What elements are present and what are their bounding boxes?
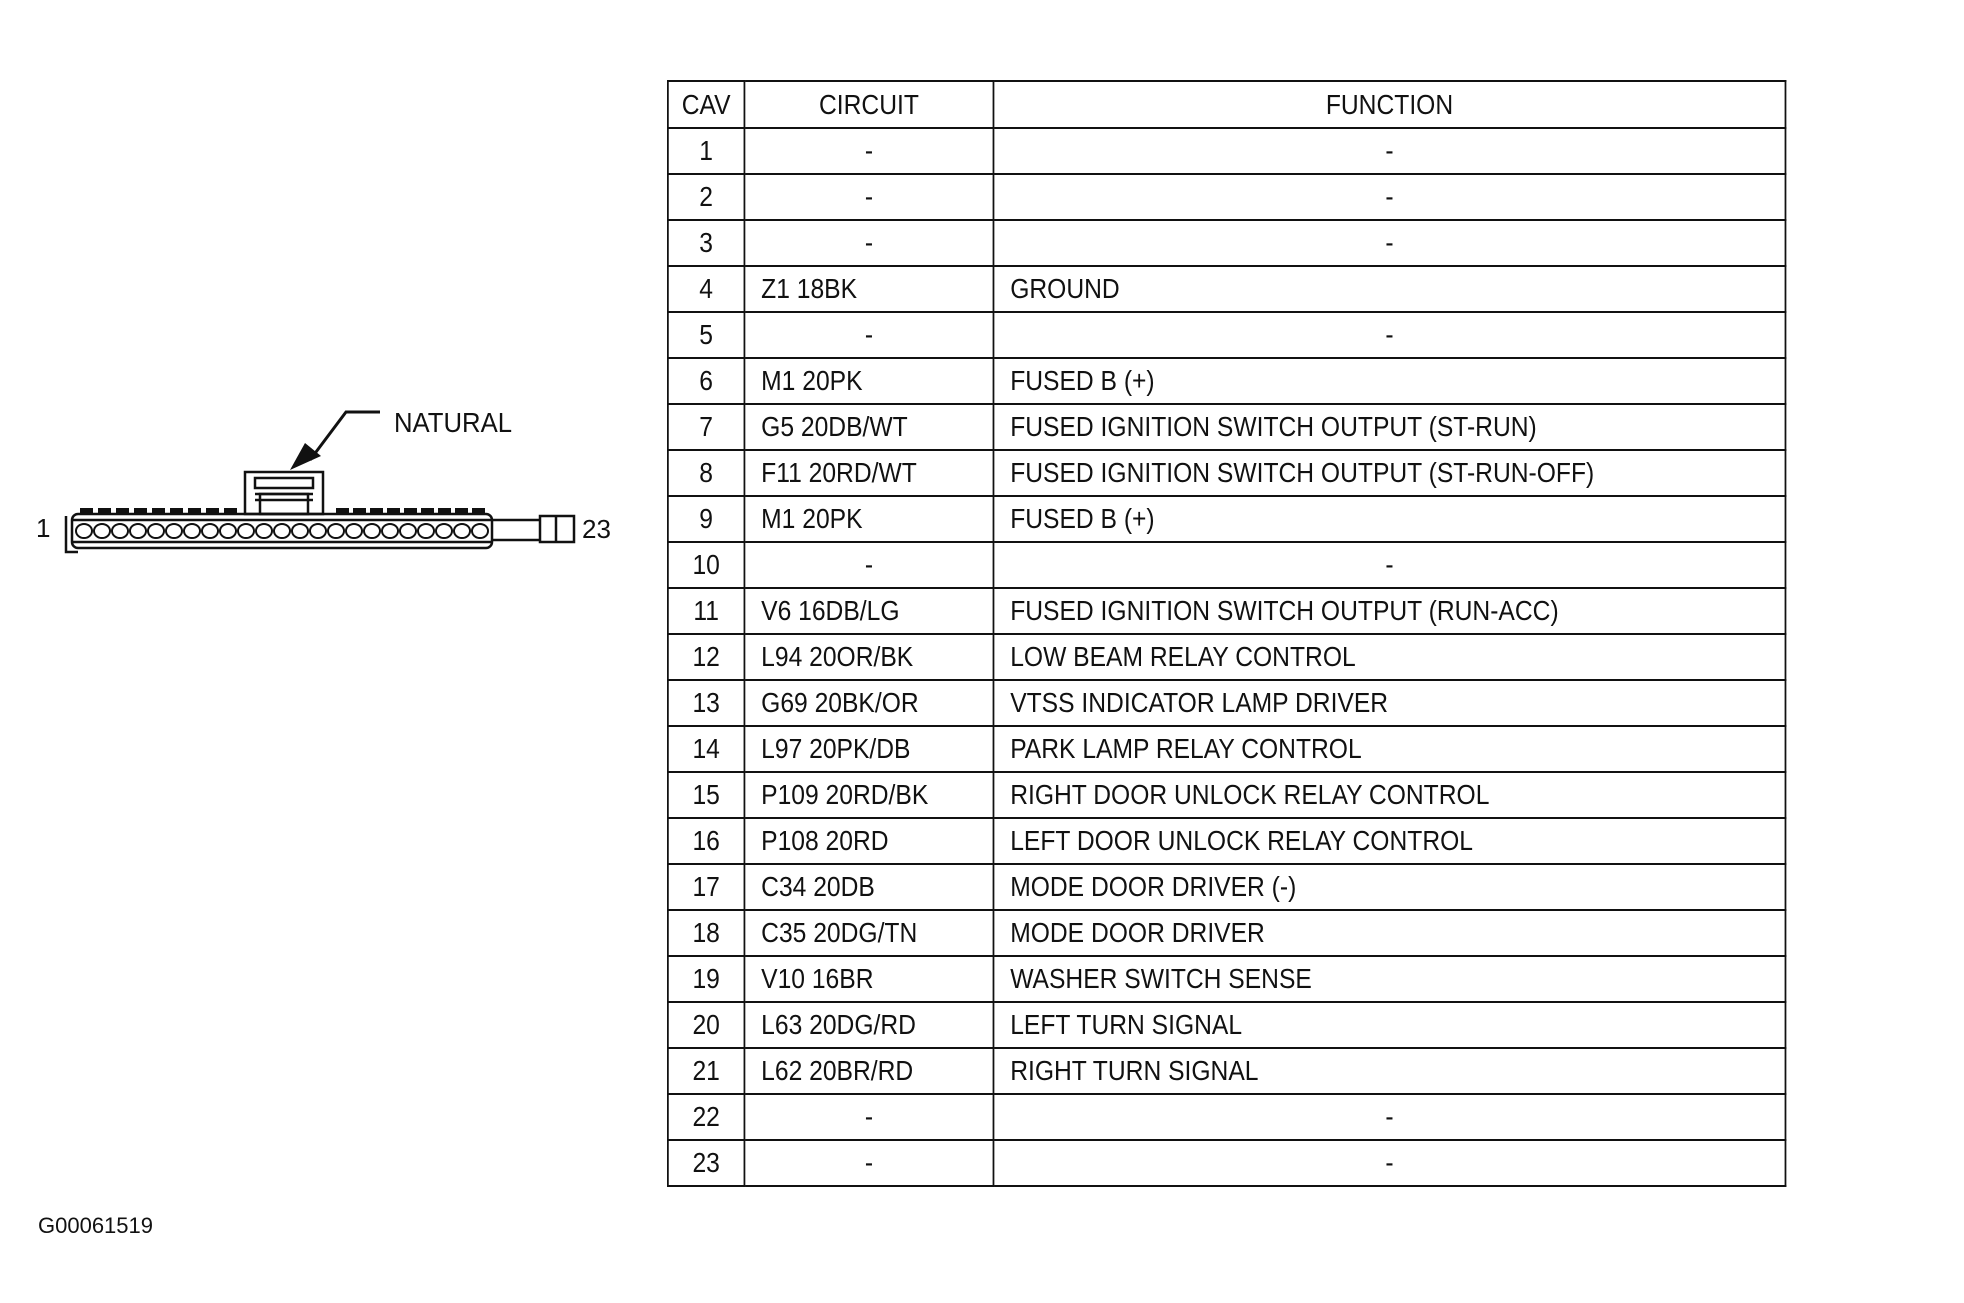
pin-hole	[220, 524, 236, 538]
circuit-cell: -	[744, 220, 993, 266]
pin-hole	[310, 524, 326, 538]
circuit-cell: -	[744, 1140, 993, 1186]
pin-hole	[76, 524, 92, 538]
pin-hole	[328, 524, 344, 538]
circuit-cell: F11 20RD/WT	[744, 450, 993, 496]
terminal-mark	[206, 508, 219, 514]
function-cell: VTSS INDICATOR LAMP DRIVER	[993, 680, 1785, 726]
function-cell: -	[993, 1094, 1785, 1140]
terminal-mark	[116, 508, 129, 514]
pin-hole	[148, 524, 164, 538]
cav-cell: 5	[668, 312, 745, 358]
table-row	[668, 496, 1786, 542]
function-cell: LEFT TURN SIGNAL	[993, 1002, 1785, 1048]
circuit-cell: M1 20PK	[744, 358, 993, 404]
circuit-cell: G69 20BK/OR	[744, 680, 993, 726]
cav-cell: 8	[668, 450, 745, 496]
function-cell: -	[993, 312, 1785, 358]
function-cell: -	[993, 220, 1785, 266]
figure-id: G00061519	[38, 1213, 153, 1238]
table-row	[668, 220, 1786, 266]
function-cell: MODE DOOR DRIVER	[993, 910, 1785, 956]
circuit-cell: M1 20PK	[744, 496, 993, 542]
table-row	[668, 266, 1786, 312]
table-row	[668, 726, 1786, 772]
connector-lock-tab	[245, 472, 323, 514]
cav-cell: 12	[668, 634, 745, 680]
terminal-mark	[404, 508, 417, 514]
terminal-mark	[455, 508, 468, 514]
terminal-mark	[370, 508, 383, 514]
pin-hole	[256, 524, 272, 538]
pin-hole	[94, 524, 110, 538]
function-cell: FUSED IGNITION SWITCH OUTPUT (RUN-ACC)	[993, 588, 1785, 634]
cav-cell: 3	[668, 220, 745, 266]
table-row	[668, 128, 1786, 174]
cav-cell: 1	[668, 128, 745, 174]
function-cell: -	[993, 1140, 1785, 1186]
terminal-mark	[134, 508, 147, 514]
function-cell: FUSED B (+)	[993, 358, 1785, 404]
function-cell: RIGHT TURN SIGNAL	[993, 1048, 1785, 1094]
circuit-cell: -	[744, 128, 993, 174]
terminal-mark	[353, 508, 366, 514]
connector-color-label: NATURAL	[394, 407, 512, 438]
cav-cell: 14	[668, 726, 745, 772]
function-cell: WASHER SWITCH SENSE	[993, 956, 1785, 1002]
terminal-mark	[98, 508, 111, 514]
function-cell: GROUND	[993, 266, 1785, 312]
circuit-cell: L62 20BR/RD	[744, 1048, 993, 1094]
table-row	[668, 910, 1786, 956]
function-cell: LEFT DOOR UNLOCK RELAY CONTROL	[993, 818, 1785, 864]
circuit-cell: -	[744, 1094, 993, 1140]
connector-pin-holes	[76, 524, 488, 538]
table-row	[668, 1094, 1786, 1140]
pin-hole	[346, 524, 362, 538]
cav-cell: 19	[668, 956, 745, 1002]
pin-hole	[364, 524, 380, 538]
terminal-mark	[472, 508, 485, 514]
connector-body	[66, 514, 574, 552]
cav-cell: 11	[668, 588, 745, 634]
pin-function-table	[667, 80, 1786, 1187]
circuit-cell: L63 20DG/RD	[744, 1002, 993, 1048]
header-cav: CAV	[668, 81, 745, 128]
cav-cell: 21	[668, 1048, 745, 1094]
terminal-mark	[421, 508, 434, 514]
pin-label-last: 23	[582, 514, 611, 544]
pin-hole	[292, 524, 308, 538]
table-header-row	[668, 81, 1786, 128]
pin-hole	[238, 524, 254, 538]
callout-arrowhead	[290, 443, 321, 470]
cav-cell: 2	[668, 174, 745, 220]
table-row	[668, 634, 1786, 680]
pin-hole	[112, 524, 128, 538]
circuit-cell: -	[744, 542, 993, 588]
table-row	[668, 358, 1786, 404]
pin-hole	[472, 524, 488, 538]
pin-hole	[130, 524, 146, 538]
function-cell: FUSED B (+)	[993, 496, 1785, 542]
circuit-cell: Z1 18BK	[744, 266, 993, 312]
circuit-cell: -	[744, 312, 993, 358]
circuit-cell: -	[744, 174, 993, 220]
function-cell: LOW BEAM RELAY CONTROL	[993, 634, 1785, 680]
circuit-cell: L94 20OR/BK	[744, 634, 993, 680]
header-function: FUNCTION	[993, 81, 1785, 128]
table-row	[668, 312, 1786, 358]
circuit-cell: V6 16DB/LG	[744, 588, 993, 634]
function-cell: MODE DOOR DRIVER (-)	[993, 864, 1785, 910]
cav-cell: 10	[668, 542, 745, 588]
table-row	[668, 404, 1786, 450]
table-row	[668, 1048, 1786, 1094]
table-row	[668, 588, 1786, 634]
cav-cell: 16	[668, 818, 745, 864]
circuit-cell: V10 16BR	[744, 956, 993, 1002]
function-cell: -	[993, 542, 1785, 588]
terminal-mark	[438, 508, 451, 514]
pin-hole	[184, 524, 200, 538]
pin-hole	[454, 524, 470, 538]
pin-hole	[400, 524, 416, 538]
terminal-mark	[80, 508, 93, 514]
table-row	[668, 818, 1786, 864]
pin-label-first: 1	[36, 513, 51, 543]
table-body	[668, 128, 1786, 1186]
table-row	[668, 174, 1786, 220]
table-row	[668, 864, 1786, 910]
function-cell: -	[993, 174, 1785, 220]
function-cell: FUSED IGNITION SWITCH OUTPUT (ST-RUN-OFF)	[993, 450, 1785, 496]
circuit-cell: G5 20DB/WT	[744, 404, 993, 450]
circuit-cell: P108 20RD	[744, 818, 993, 864]
terminal-mark	[188, 508, 201, 514]
callout-leader	[310, 412, 380, 460]
table-row	[668, 1002, 1786, 1048]
circuit-cell: P109 20RD/BK	[744, 772, 993, 818]
function-cell: PARK LAMP RELAY CONTROL	[993, 726, 1785, 772]
terminal-mark	[224, 508, 237, 514]
cav-cell: 4	[668, 266, 745, 312]
function-cell: RIGHT DOOR UNLOCK RELAY CONTROL	[993, 772, 1785, 818]
table-row	[668, 956, 1786, 1002]
cav-cell: 22	[668, 1094, 745, 1140]
table-row	[668, 680, 1786, 726]
pin-hole	[274, 524, 290, 538]
cav-cell: 20	[668, 1002, 745, 1048]
terminal-mark	[336, 508, 349, 514]
cav-cell: 6	[668, 358, 745, 404]
table-row	[668, 772, 1786, 818]
terminal-mark	[152, 508, 165, 514]
cav-cell: 18	[668, 910, 745, 956]
cav-cell: 17	[668, 864, 745, 910]
cav-cell: 9	[668, 496, 745, 542]
table-row	[668, 450, 1786, 496]
table-row	[668, 1140, 1786, 1186]
cav-cell: 13	[668, 680, 745, 726]
cav-cell: 7	[668, 404, 745, 450]
cav-cell: 23	[668, 1140, 745, 1186]
terminal-mark	[170, 508, 183, 514]
pin-hole	[418, 524, 434, 538]
pin-hole	[166, 524, 182, 538]
cav-cell: 15	[668, 772, 745, 818]
pin-hole	[202, 524, 218, 538]
table-row	[668, 542, 1786, 588]
terminal-mark	[387, 508, 400, 514]
function-cell: FUSED IGNITION SWITCH OUTPUT (ST-RUN)	[993, 404, 1785, 450]
pin-hole	[382, 524, 398, 538]
pin-hole	[436, 524, 452, 538]
circuit-cell: C34 20DB	[744, 864, 993, 910]
circuit-cell: L97 20PK/DB	[744, 726, 993, 772]
header-circuit: CIRCUIT	[744, 81, 993, 128]
circuit-cell: C35 20DG/TN	[744, 910, 993, 956]
function-cell: -	[993, 128, 1785, 174]
